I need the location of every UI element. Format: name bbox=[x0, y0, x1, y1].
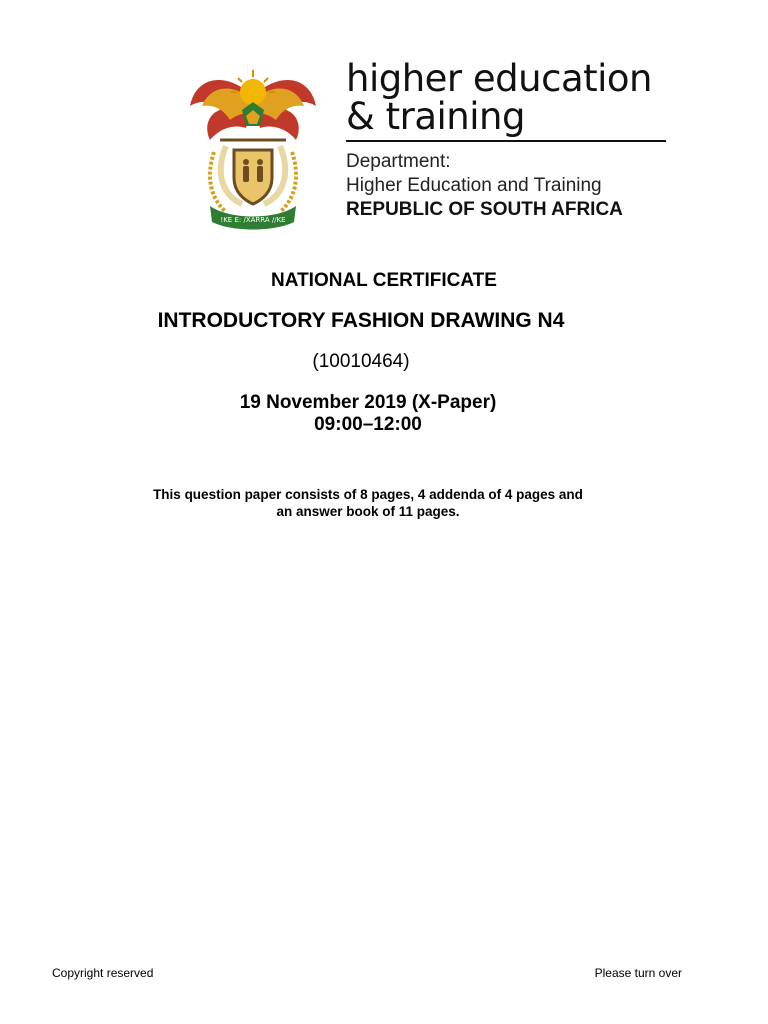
note-line-1: This question paper consists of 8 pages, 4 addenda of 4 pages and bbox=[153, 487, 583, 502]
country-name: REPUBLIC OF SOUTH AFRICA bbox=[346, 199, 623, 220]
subject-code: (10010464) bbox=[312, 351, 410, 372]
crest-motto: !KE E: /XARRA //KE bbox=[220, 216, 286, 224]
department-branding bbox=[346, 57, 670, 222]
brand-title-line2: & training bbox=[346, 95, 525, 138]
subject-title: INTRODUCTORY FASHION DRAWING N4 bbox=[157, 309, 565, 332]
brand-divider bbox=[346, 140, 666, 142]
exam-date-time bbox=[0, 392, 736, 436]
department-name: Higher Education and Training bbox=[346, 175, 602, 196]
coat-of-arms-logo bbox=[186, 66, 320, 232]
exam-time: 09:00–12:00 bbox=[314, 414, 422, 435]
department-label: Department: bbox=[346, 151, 451, 172]
brand-title-line1: higher education bbox=[346, 57, 652, 100]
copyright-footer: Copyright reserved bbox=[52, 966, 154, 980]
paper-composition-note bbox=[0, 486, 736, 520]
note-line-2: an answer book of 11 pages. bbox=[276, 504, 460, 519]
certificate-heading: NATIONAL CERTIFICATE bbox=[271, 270, 497, 291]
turn-over-footer: Please turn over bbox=[594, 966, 682, 980]
exam-date: 19 November 2019 (X-Paper) bbox=[239, 392, 497, 413]
